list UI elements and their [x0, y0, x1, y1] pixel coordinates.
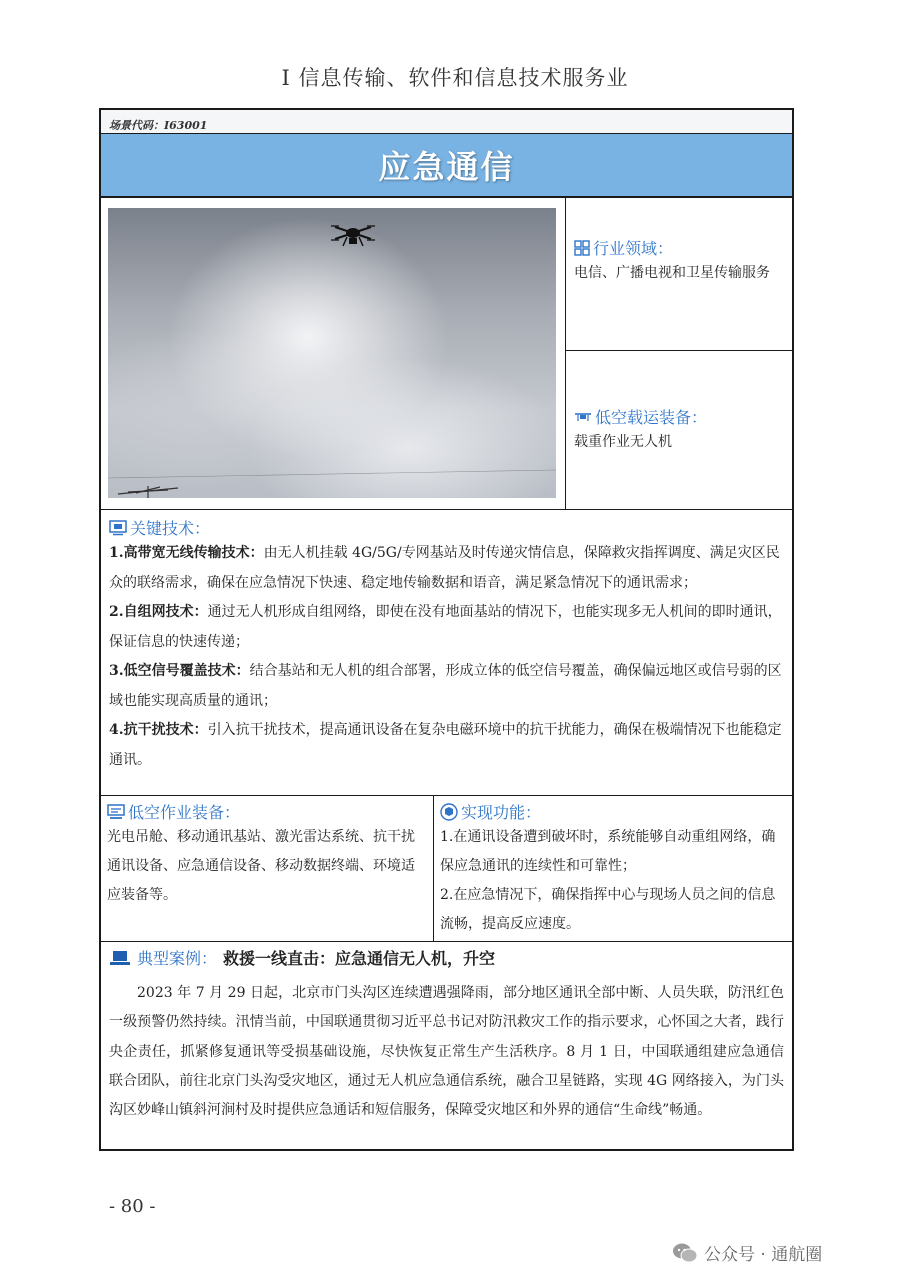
scene-code: 场景代码：I63001 — [101, 110, 792, 134]
work-equipment-heading — [107, 800, 427, 823]
industry-heading-label: 行业领域： — [593, 239, 674, 258]
work-equipment-text: 光电吊舱、移动通讯基站、激光雷达系统、抗干扰通讯设备、应急通信设备、移动数据终端、环境适应装备等。 — [107, 829, 415, 903]
key-tech-item-1 — [109, 539, 784, 598]
tower-silhouette — [118, 486, 178, 498]
photo-cell — [101, 198, 566, 509]
key-tech-item-2 — [109, 598, 784, 657]
function-item-1: 1.在通讯设备遭到破坏时，系统能够自动重组网络，确保应急通讯的连续性和可靠性； — [440, 829, 776, 874]
key-tech-section — [101, 510, 792, 796]
screen-icon — [109, 520, 127, 536]
key-tech-item-text: 由无人机挂载 4G/5G/专网基站及时传递灾情信息，保障救灾指挥调度、满足灾区民众的联络需求，确保在应急情况下快速、稳定地传输数据和语音，满足紧急情况下的通讯需求； — [109, 545, 780, 591]
case-title: 救援一线直击：应急通信无人机，升空 — [223, 949, 496, 968]
case-body: 2023 年 7 月 29 日起，北京市门头沟区连续遭遇强降雨，部分地区通讯全部中断、人员失联，防汛红色一级预警仍然持续。汛情当前，中国联通贯彻习近平总书记对防汛救灾工作的指示要求，心怀国之大者，践行央企责任，抓紧修复通讯等受损基础设施，尽快恢复正常生产生活秩序。8 月 1 日，中国联通组建应急通信联合团队，前往北京门头沟受灾地区，通过无人机应急通信系统，融合卫星链路，实现 4G 网络接入，为门头沟区妙峰山镇斜河涧村及时提供应急通话和短信服务，保障受灾地区和外界的通信“生命线”畅通。 — [109, 985, 784, 1119]
industry-heading — [574, 236, 784, 259]
key-tech-item-text: 结合基站和无人机的组合部署，形成立体的低空信号覆盖，确保偏远地区或信号弱的区域也能实现高质量的通讯； — [109, 663, 782, 709]
functions-box — [434, 796, 792, 941]
carrier-heading-label: 低空载运装备： — [595, 408, 708, 427]
carrier-box — [566, 351, 792, 509]
key-tech-item-title: 3.低空信号覆盖技术： — [109, 663, 250, 679]
cube-icon — [440, 803, 458, 821]
case-section — [101, 942, 792, 1129]
work-equipment-heading-label: 低空作业装备： — [128, 803, 241, 822]
side-info — [566, 198, 792, 509]
functions-heading — [440, 800, 786, 823]
case-title-row — [109, 946, 784, 969]
work-equipment-box — [101, 796, 434, 941]
key-tech-item-title: 2.自组网技术： — [109, 604, 208, 620]
page-number: - 80 - — [109, 1196, 156, 1217]
wechat-icon — [672, 1242, 698, 1264]
carrier-text: 载重作业无人机 — [574, 434, 672, 450]
carrier-heading — [574, 405, 784, 428]
key-tech-item-3 — [109, 657, 784, 716]
page-header: I 信息传输、软件和信息技术服务业 — [281, 66, 629, 90]
watermark — [672, 1240, 822, 1265]
key-tech-item-4 — [109, 716, 784, 775]
card-title: 应急通信 — [378, 148, 515, 186]
key-tech-item-title: 1.高带宽无线传输技术： — [109, 545, 264, 561]
function-item-2: 2.在应急情况下，确保指挥中心与现场人员之间的信息流畅，提高反应速度。 — [440, 887, 776, 932]
drone-silhouette — [331, 226, 375, 246]
key-tech-heading-label: 关键技术： — [130, 519, 211, 538]
top-section — [101, 198, 792, 510]
case-label: 典型案例： — [137, 949, 218, 968]
key-tech-item-title: 4.抗干扰技术： — [109, 722, 208, 738]
title-band — [101, 134, 792, 198]
key-tech-item-text: 引入抗干扰技术，提高通讯设备在复杂电磁环境中的抗干扰能力，确保在极端情况下也能稳定通讯。 — [109, 722, 782, 768]
key-tech-heading — [109, 516, 784, 539]
monitor-icon — [107, 804, 125, 820]
drone-sky-photo — [108, 208, 556, 498]
laptop-icon — [109, 949, 131, 967]
industry-text: 电信、广播电视和卫星传输服务 — [574, 265, 770, 281]
photo-details — [108, 208, 556, 498]
scenario-card — [99, 108, 794, 1151]
grid-icon — [574, 240, 590, 256]
industry-box — [566, 198, 792, 351]
watermark-text: 公众号 · 通航圈 — [704, 1245, 823, 1265]
key-tech-item-text: 通过无人机形成自组网络，即使在没有地面基站的情况下，也能实现多无人机间的即时通讯，保证信息的快速传递； — [109, 604, 782, 650]
drone-icon — [574, 411, 592, 423]
equipment-function-row — [101, 796, 792, 942]
functions-heading-label: 实现功能： — [461, 803, 542, 822]
